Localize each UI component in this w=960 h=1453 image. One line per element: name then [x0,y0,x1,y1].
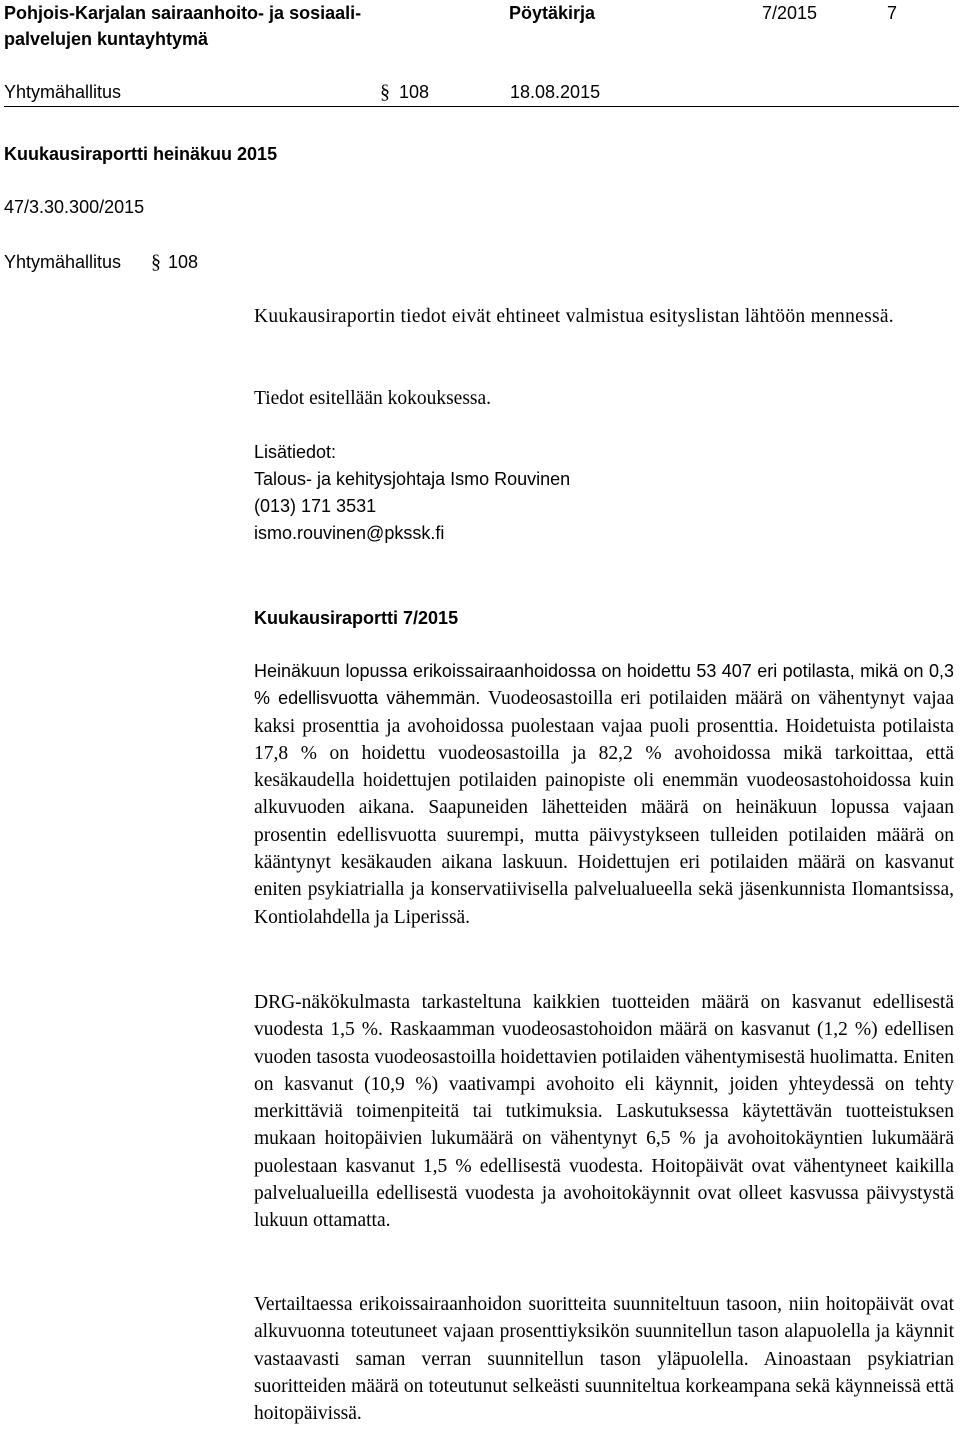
contact-label: Lisätiedot: [254,442,337,462]
report-paragraph-3: Vertailtaessa erikoissairaanhoidon suoritteita suunniteltuun tasoon, niin hoitopäivät ovat alkuvuonna toteutuneet vajaan prosenttiyksikön suunnitellun tason alapuolella ja käynnit vastaavasti saman verran suunnitellun tason yläpuolella. Ainoastaan psykiatrian suoritteiden määrä on toteutunut selkeästi suunniteltua korkeampana sekä käynneissä että hoitopäivissä. [254,1294,954,1425]
report-paragraph-1-lead: Heinäkuun lopussa erikoissairaanhoidossa on hoidettu 53 407 eri potilasta, mikä on 0,3 % edellisvuotta vähemmän. [254,661,954,709]
history-section-sign: § [151,251,161,273]
item-title: Kuukausiraportti heinäkuu 2015 [4,144,278,164]
page-number: 7 [887,3,898,23]
document-type: Pöytäkirja [509,3,596,23]
organization-name-line2: palvelujen kuntayhtymä [4,29,209,49]
report-paragraph-1 [254,658,954,931]
document-number: 7/2015 [762,3,818,23]
contact-name: Talous- ja kehitysjohtaja Ismo Rouvinen [254,469,571,489]
contact-email: ismo.rouvinen@pkssk.fi [254,523,445,543]
presented-text: Tiedot esitellään kokouksessa. [254,388,492,409]
report-paragraph-2: DRG-näkökulmasta tarkasteltuna kaikkien tuotteiden määrä on kasvanut edellisestä vuodesta 1,5 %. Raskaamman vuodeosastohoidon määrä on kasvanut (1,2 %) edellisen vuoden tasosta vuodeosastoilla hoidettavien potilaiden vähentymisestä huolimatta. Eniten on kasvanut (10,9 %) vaativampi avohoito eli käynnit, joiden yhteydessä on tehty merkittäviä toimenpiteitä tai tutkimuksia. Laskutuksessa käytettävän tuotteistuksen mukaan hoitopäivien lukumäärä on vähentynyt 6,5 % ja avohoitokäyntien lukumäärä puolestaan kasvanut 1,5 % edellisestä vuodesta. Hoitopäivät ovat vähentyneet kaikilla palvelualueilla edellisestä vuodesta ja avohoitokäynnit ovat olleet kasvussa päivystystä lukuun ottamatta. [254,992,954,1232]
organization-name-line1: Pohjois-Karjalan sairaanhoito- ja sosiaali- [4,3,362,23]
section-sign: § [380,81,390,103]
history-body: Yhtymähallitus [4,252,122,272]
report-paragraph-1-body: Vuodeosastoilla eri potilaiden määrä on vähentynyt vajaa kaksi prosenttia ja avohoidossa puolestaan vajaa puoli prosenttia. Hoidetuista potilaista 17,8 % on hoidettu vuodeosastoilla ja 82,2 % avohoidossa mikä tarkoittaa, että kesäkaudella hoidettujen potilaiden painopiste oli enemmän vuodeosastohoidossa kuin alkuvuoden aikana. Saapuneiden lähetteiden määrä on heinäkuun lopussa vajaan prosentin edellisvuotta suurempi, mutta päivystykseen tulleiden potilaiden määrä on kääntynyt kesäkauden aikana laskuun. Hoidettujen eri potilaiden määrä on kasvanut eniten psykiatrialla ja konservatiivisella palvelualueella sekä jäsenkunnista Ilomantsissa, Kontiolahdella ja Liperissä. [254,688,954,928]
contact-phone: (013) 171 3531 [254,496,377,516]
section-number: 108 [399,82,430,102]
history-section-number: 108 [168,252,199,272]
meeting-body: Yhtymähallitus [4,82,122,102]
report-title: Kuukausiraportti 7/2015 [254,608,459,628]
header-divider [4,106,959,107]
meeting-date: 18.08.2015 [510,82,601,102]
record-number: 47/3.30.300/2015 [4,197,145,217]
intro-paragraph: Kuukausiraportin tiedot eivät ehtineet valmistua esityslistan lähtöön mennessä. [254,306,894,327]
